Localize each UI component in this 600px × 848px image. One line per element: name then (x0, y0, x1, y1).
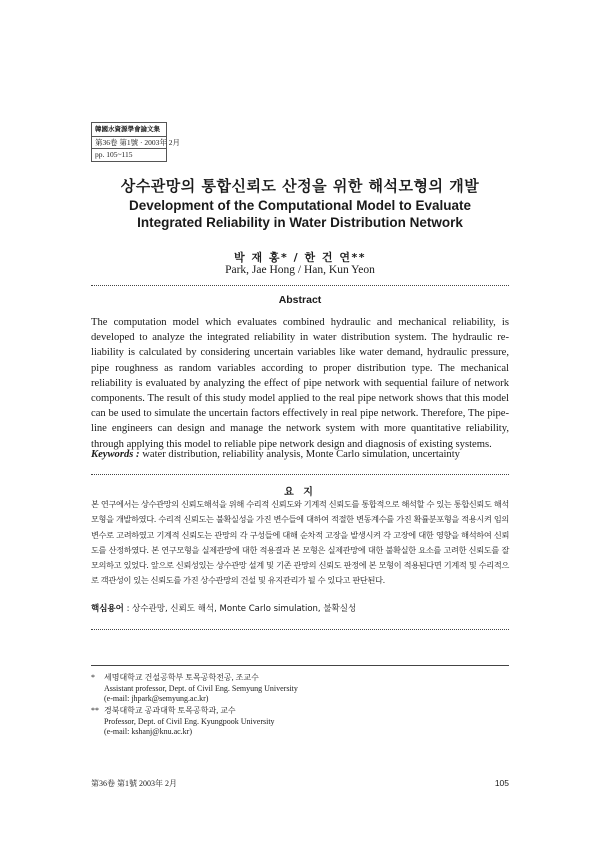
korean-keywords-label: 핵심용어 (91, 604, 124, 614)
korean-keywords-text: : 상수관망, 신뢰도 해석, Monte Carlo simulation, 불확실성 (126, 604, 357, 614)
korean-summary-body: 본 연구에서는 상수관망의 신뢰도해석을 위해 수리적 신뢰도와 기계적 신뢰도를 통합적으로 해석할 수 있는 통합신뢰도 해석모형을 개발하였다. 수리적 신뢰도는 불확실성을 가진 변수들에 대하여 적절한 변동계수를 가진 확률분포형을 적용시켜 임의변수로 고려하였고 기계적 신뢰도는 관망의 각 구성들에 대해 순차적 고장을 발생시켜 각 고장에 대한 영향을 해석하여 신뢰도를 산정하였다. 본 연구모형을 실제관망에 대한 적용결과 본 모형은 실제관망에 대한 불확실한 요소를 고려한 신뢰도를 잘 모의하고 있었다. 앞으로 신뢰성있는 상수관망 설계 및 기존 관망의 신뢰도 판정에 본 모형이 적용된다면 기계적 및 수리적으로 객관성이 있는 신뢰도를 가진 상수관망의 건설 및 유지관리가 될 수 있다고 판단된다. (91, 499, 509, 586)
journal-name: 韓國水資源學會論文集 (92, 123, 166, 137)
journal-volume: 第36卷 第1號 · 2003年 2月 (92, 137, 166, 150)
authors-korean: 박 재 홍* / 한 건 연** (233, 251, 366, 264)
footnote-mark: ** (91, 706, 99, 715)
title-english-line1: Development of the Computational Model to Evaluate (128, 198, 472, 213)
keywords-label: Keywords : (91, 449, 140, 460)
footnote-line: Assistant professor, Dept. of Civil Eng. Semyung University (104, 683, 298, 693)
korean-summary-heading: 요 지 (284, 487, 316, 498)
footnote (91, 673, 509, 705)
keywords-text: water distribution, reliability analysis, Monte Carlo simulation, uncertainty (142, 449, 460, 460)
journal-info-box (91, 122, 180, 162)
authors-english: Park, Jae Hong / Han, Kun Yeon (225, 264, 375, 276)
footnote-line: (e-mail: jhpark@semyung.ac.kr) (104, 694, 209, 703)
footnote-divider (91, 665, 509, 666)
title-english-line2: Integrated Reliability in Water Distribution Network (137, 215, 463, 230)
footnote (91, 706, 509, 738)
title-korean: 상수관망의 통합신뢰도 산정을 위한 해석모형의 개발 (120, 177, 480, 195)
journal-pages: pp. 105~115 (95, 150, 133, 159)
divider (91, 474, 509, 475)
page-number: 105 (494, 778, 509, 788)
abstract-heading: Abstract (278, 294, 322, 306)
korean-keywords (91, 602, 509, 614)
divider (91, 629, 509, 630)
footnote-mark: * (91, 673, 95, 682)
abstract-body: The computation model which evaluates combined hydraulic and mechanical reliability, is developed to analyze the integrated reliability in water distribution system. The hydraulic re-liability is calculated by considering uncertain variables like water demand, hydraulic pressure, pipe roughness as random variables according to proper distribution type. The mechanical reliability is evaluated by analyzing the effect of pipe network with sequential failure of network components. The result of this study model applied to the real pipe network shows that this model can be used to simulate the uncertain factors effectively in real pipe network. Therefore, The pipe-line engineers can design and manage the network system with more quantitative reliability, through applying this model to reliable pipe network design and diagnosis of existing systems. (91, 317, 509, 450)
footnote-line: (e-mail: kshanj@knu.ac.kr) (104, 727, 193, 736)
footnote-line: Professor, Dept. of Civil Eng. Kyungpook University (104, 716, 275, 726)
divider (91, 285, 509, 286)
abstract-keywords (91, 449, 509, 460)
footnote-line: 경북대학교 공과대학 토목공학과, 교수 (104, 706, 236, 715)
footnote-line: 세명대학교 건설공학부 토목공학전공, 조교수 (104, 673, 259, 682)
footer-issue: 第36卷 第1號 2003年 2月 (91, 779, 177, 788)
